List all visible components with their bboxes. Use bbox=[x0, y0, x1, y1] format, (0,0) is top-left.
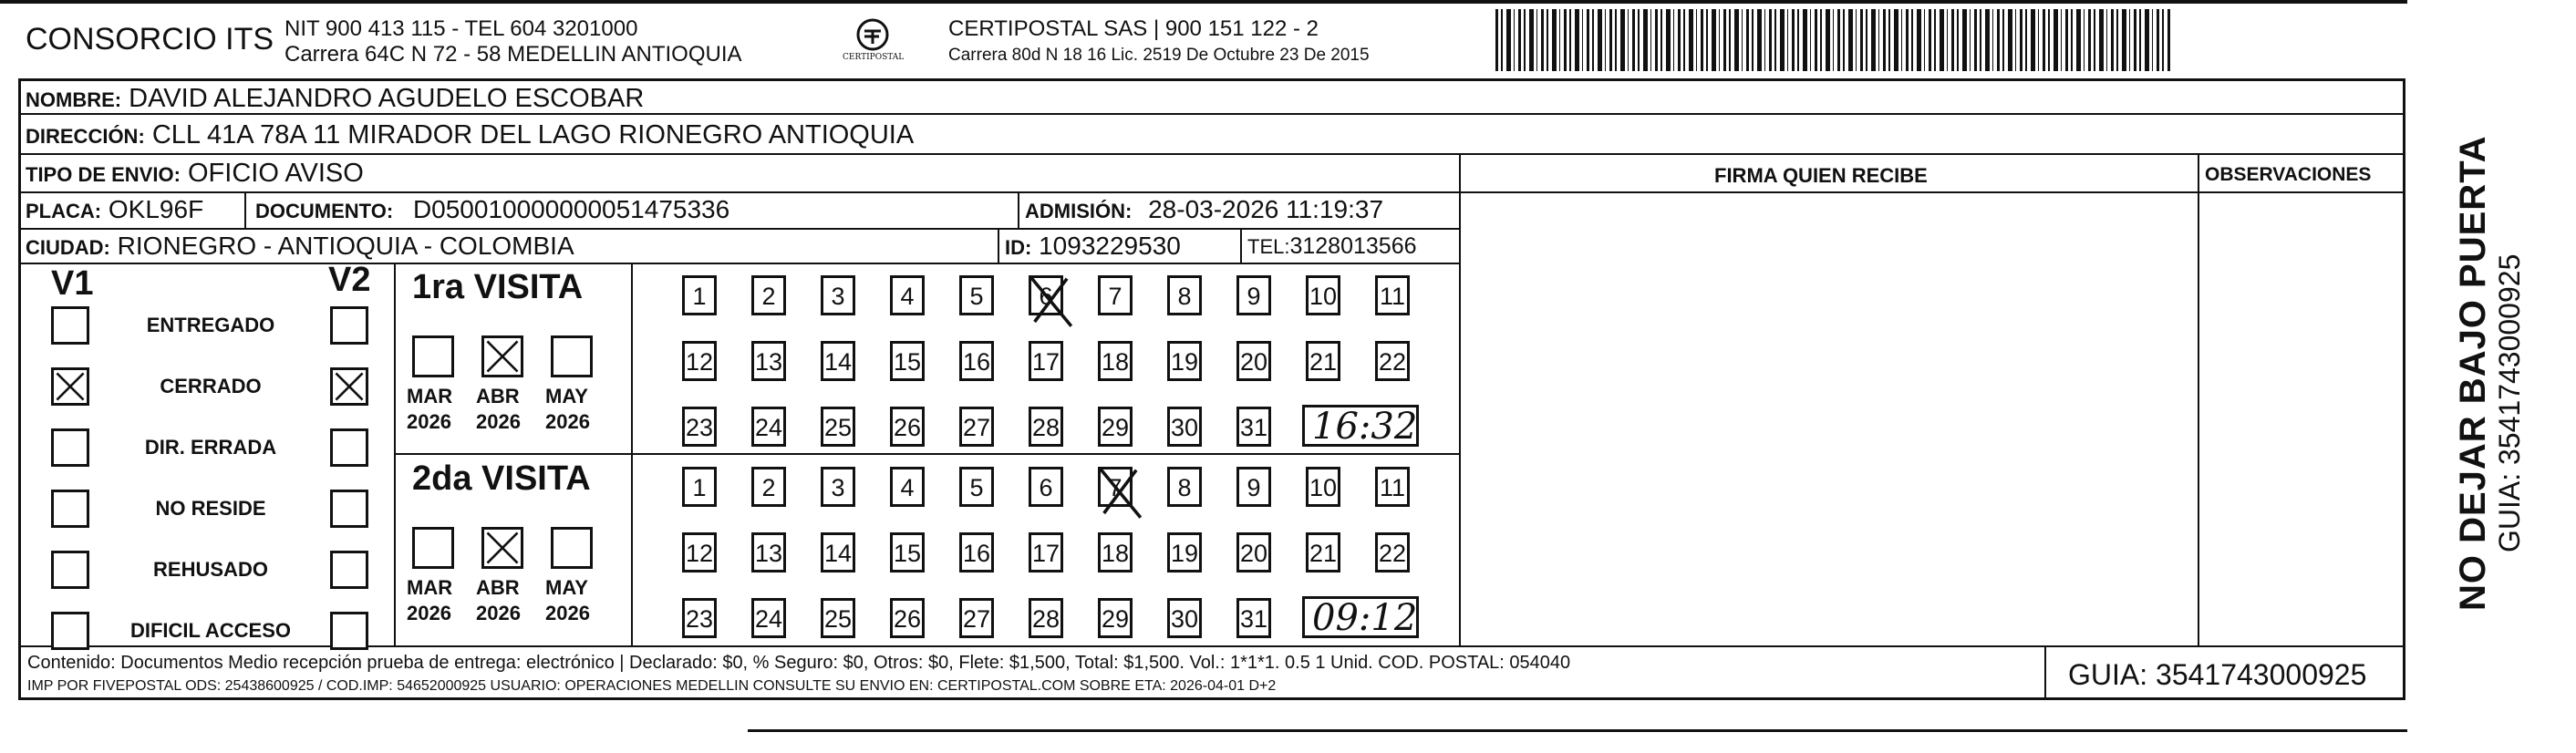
day-box[interactable]: 20 bbox=[1236, 532, 1271, 572]
v1-checkbox[interactable] bbox=[51, 306, 89, 345]
month-checkbox[interactable] bbox=[551, 335, 593, 377]
day-box[interactable]: 11 bbox=[1375, 467, 1410, 507]
day-box[interactable]: 21 bbox=[1306, 341, 1340, 381]
v1-checkbox[interactable] bbox=[51, 612, 89, 650]
placa-label: PLACA: bbox=[26, 200, 102, 222]
status-label: DIR. ERRADA bbox=[144, 436, 277, 459]
v1-checkbox[interactable] bbox=[51, 367, 89, 406]
main-frame bbox=[18, 78, 2405, 700]
direccion-label: DIRECCIÓN: bbox=[26, 125, 145, 148]
day-box[interactable]: 9 bbox=[1236, 467, 1271, 507]
month-label: MAY bbox=[545, 385, 588, 407]
day-box[interactable]: 5 bbox=[959, 275, 994, 315]
month-checkbox[interactable] bbox=[412, 527, 454, 569]
status-label: REHUSADO bbox=[153, 558, 268, 581]
certipostal-logo bbox=[839, 16, 906, 67]
tel-value: 3128013566 bbox=[1289, 233, 1417, 259]
year-label: 2026 bbox=[407, 410, 451, 433]
day-box[interactable]: 4 bbox=[890, 467, 925, 507]
day-box[interactable]: 30 bbox=[1167, 407, 1202, 447]
status-label: ENTREGADO bbox=[146, 314, 275, 336]
nombre-row bbox=[26, 84, 644, 114]
direccion-value: CLL 41A 78A 11 MIRADOR DEL LAGO RIONEGRO ANTIOQUIA bbox=[151, 120, 915, 150]
carrier-name: CERTIPOSTAL SAS | 900 151 122 - 2 bbox=[948, 16, 1319, 41]
tel-field bbox=[1247, 233, 1417, 260]
month-label: MAR bbox=[407, 576, 453, 599]
barcode bbox=[1495, 9, 2170, 71]
v2-label: V2 bbox=[328, 261, 371, 299]
day-box[interactable]: 24 bbox=[751, 598, 786, 638]
status-label: NO RESIDE bbox=[155, 497, 266, 520]
company-nit: NIT 900 413 115 - TEL 604 3201000 bbox=[284, 16, 638, 41]
day-box[interactable]: 29 bbox=[1098, 407, 1133, 447]
v2-checkbox[interactable] bbox=[330, 428, 368, 467]
day-box[interactable]: 28 bbox=[1029, 407, 1063, 447]
day-box[interactable]: 14 bbox=[821, 341, 855, 381]
year-label: 2026 bbox=[545, 602, 590, 624]
day-box[interactable]: 22 bbox=[1375, 532, 1410, 572]
id-label: ID: bbox=[1005, 236, 1032, 259]
id-value: 1093229530 bbox=[1039, 232, 1181, 260]
v1-label: V1 bbox=[51, 264, 94, 303]
day-box[interactable]: 18 bbox=[1098, 532, 1133, 572]
day-box[interactable]: 15 bbox=[890, 532, 925, 572]
v2-checkbox[interactable] bbox=[330, 490, 368, 528]
handwritten-time-box bbox=[1302, 405, 1419, 447]
v2-checkbox[interactable] bbox=[330, 612, 368, 650]
documento-value: D050010000000051475336 bbox=[412, 195, 730, 223]
firma-label: FIRMA QUIEN RECIBE bbox=[1714, 164, 1928, 187]
day-box[interactable]: 31 bbox=[1236, 407, 1271, 447]
day-box[interactable]: 7 bbox=[1098, 275, 1133, 315]
day-box[interactable]: 9 bbox=[1236, 275, 1271, 315]
day-box[interactable]: 10 bbox=[1306, 275, 1340, 315]
day-box[interactable]: 11 bbox=[1375, 275, 1410, 315]
admision-field bbox=[1025, 195, 1383, 224]
day-box[interactable]: 16 bbox=[959, 341, 994, 381]
month-checkbox[interactable] bbox=[412, 335, 454, 377]
day-box[interactable]: 7 bbox=[1098, 467, 1133, 507]
day-box[interactable]: 8 bbox=[1167, 467, 1202, 507]
logo-text: CERTIPOSTAL bbox=[843, 53, 905, 62]
nombre-label: NOMBRE: bbox=[26, 88, 122, 111]
day-box[interactable]: 25 bbox=[821, 598, 855, 638]
day-box[interactable]: 16 bbox=[959, 532, 994, 572]
day-box[interactable]: 3 bbox=[821, 467, 855, 507]
day-box[interactable]: 4 bbox=[890, 275, 925, 315]
day-box[interactable]: 23 bbox=[682, 598, 717, 638]
day-box[interactable]: 21 bbox=[1306, 532, 1340, 572]
visit-title: 2da VISITA bbox=[412, 459, 591, 498]
month-label: ABR bbox=[476, 385, 520, 407]
v2-checkbox[interactable] bbox=[330, 551, 368, 589]
v1-checkbox[interactable] bbox=[51, 428, 89, 467]
day-box[interactable]: 20 bbox=[1236, 341, 1271, 381]
placa-value: OKL96F bbox=[108, 195, 204, 223]
tipo-row bbox=[26, 159, 364, 189]
day-box[interactable]: 27 bbox=[959, 407, 994, 447]
day-box[interactable]: 1 bbox=[682, 275, 717, 315]
handwritten-time: 16:32 bbox=[1312, 406, 1418, 448]
year-label: 2026 bbox=[545, 410, 590, 433]
day-box[interactable]: 28 bbox=[1029, 598, 1063, 638]
observaciones-label: OBSERVACIONES bbox=[2205, 164, 2372, 185]
day-box[interactable]: 29 bbox=[1098, 598, 1133, 638]
company-address: Carrera 64C N 72 - 58 MEDELLIN ANTIOQUIA bbox=[284, 42, 742, 67]
day-box[interactable]: 19 bbox=[1167, 532, 1202, 572]
status-label: CERRADO bbox=[160, 375, 262, 397]
month-checkbox[interactable] bbox=[551, 527, 593, 569]
handwritten-time-box bbox=[1302, 596, 1419, 638]
tipo-label: TIPO DE ENVIO: bbox=[26, 163, 181, 186]
id-field bbox=[1005, 232, 1181, 261]
ciudad-field bbox=[26, 232, 574, 261]
day-box[interactable]: 26 bbox=[890, 407, 925, 447]
tel-label: TEL: bbox=[1247, 235, 1290, 258]
day-box[interactable]: 13 bbox=[751, 341, 786, 381]
day-box[interactable]: 30 bbox=[1167, 598, 1202, 638]
day-box[interactable]: 15 bbox=[890, 341, 925, 381]
day-box[interactable]: 12 bbox=[682, 532, 717, 572]
documento-label: DOCUMENTO: bbox=[255, 200, 394, 222]
admision-value: 28-03-2026 11:19:37 bbox=[1148, 195, 1384, 223]
day-box[interactable]: 22 bbox=[1375, 341, 1410, 381]
day-box[interactable]: 12 bbox=[682, 341, 717, 381]
handwritten-time: 09:12 bbox=[1312, 597, 1418, 639]
month-checkbox[interactable] bbox=[481, 335, 523, 377]
day-box[interactable]: 19 bbox=[1167, 341, 1202, 381]
day-box[interactable]: 27 bbox=[959, 598, 994, 638]
visit-title: 1ra VISITA bbox=[412, 268, 584, 306]
day-box[interactable]: 6 bbox=[1029, 467, 1063, 507]
direccion-row bbox=[26, 120, 914, 150]
admision-label: ADMISIÓN: bbox=[1025, 200, 1133, 222]
day-box[interactable]: 23 bbox=[682, 407, 717, 447]
v2-checkbox[interactable] bbox=[330, 306, 368, 345]
v2-checkbox[interactable] bbox=[330, 367, 368, 406]
month-label: ABR bbox=[476, 576, 520, 599]
year-label: 2026 bbox=[476, 602, 521, 624]
placa-field bbox=[26, 195, 203, 224]
ciudad-label: CIUDAD: bbox=[26, 236, 110, 259]
month-label: MAY bbox=[545, 576, 588, 599]
year-label: 2026 bbox=[407, 602, 451, 624]
day-box[interactable]: 5 bbox=[959, 467, 994, 507]
day-box[interactable]: 6 bbox=[1029, 275, 1063, 315]
day-box[interactable]: 3 bbox=[821, 275, 855, 315]
day-box[interactable]: 31 bbox=[1236, 598, 1271, 638]
day-box[interactable]: 14 bbox=[821, 532, 855, 572]
carrier-address: Carrera 80d N 18 16 Lic. 2519 De Octubre 23 De 2015 bbox=[948, 46, 1370, 65]
day-box[interactable]: 10 bbox=[1306, 467, 1340, 507]
v1-checkbox[interactable] bbox=[51, 551, 89, 589]
day-box[interactable]: 17 bbox=[1029, 532, 1063, 572]
day-box[interactable]: 17 bbox=[1029, 341, 1063, 381]
footer-contenido: Contenido: Documentos Medio recepción prueba de entrega: electrónico | Declarado: $0, % Seguro: $0, Otros: $0, Flete: $1,500, Total: $1,500. Vol.: 1*1*1. 0.5 1 Unid. COD. POSTAL: 054040 bbox=[27, 653, 1571, 673]
day-box[interactable]: 13 bbox=[751, 532, 786, 572]
day-box[interactable]: 1 bbox=[682, 467, 717, 507]
footer-imp: IMP POR FIVEPOSTAL ODS: 25438600925 / COD.IMP: 54652000925 USUARIO: OPERACIONES MEDELLIN CONSULTE SU ENVIO EN: CERTIPOSTAL.COM SOBRE ETA: 2026-04-01 D+2 bbox=[27, 678, 1277, 694]
month-checkbox[interactable] bbox=[481, 527, 523, 569]
day-box[interactable]: 2 bbox=[751, 467, 786, 507]
side-guia: GUIA: 3541743000925 bbox=[2493, 253, 2526, 552]
v1-checkbox[interactable] bbox=[51, 490, 89, 528]
side-warning: NO DEJAR BAJO PUERTA bbox=[2453, 135, 2493, 611]
documento-field bbox=[255, 195, 729, 224]
footer-guia: GUIA: 3541743000925 bbox=[2068, 658, 2367, 691]
day-box[interactable]: 8 bbox=[1167, 275, 1202, 315]
day-box[interactable]: 26 bbox=[890, 598, 925, 638]
day-box[interactable]: 18 bbox=[1098, 341, 1133, 381]
day-box[interactable]: 24 bbox=[751, 407, 786, 447]
month-label: MAR bbox=[407, 385, 453, 407]
status-label: DIFICIL ACCESO bbox=[129, 619, 291, 642]
nombre-value: DAVID ALEJANDRO AGUDELO ESCOBAR bbox=[129, 84, 645, 113]
day-box[interactable]: 25 bbox=[821, 407, 855, 447]
tipo-value: OFICIO AVISO bbox=[187, 159, 364, 188]
year-label: 2026 bbox=[476, 410, 521, 433]
ciudad-value: RIONEGRO - ANTIOQUIA - COLOMBIA bbox=[117, 232, 574, 260]
company-name: CONSORCIO ITS bbox=[26, 22, 274, 57]
day-box[interactable]: 2 bbox=[751, 275, 786, 315]
